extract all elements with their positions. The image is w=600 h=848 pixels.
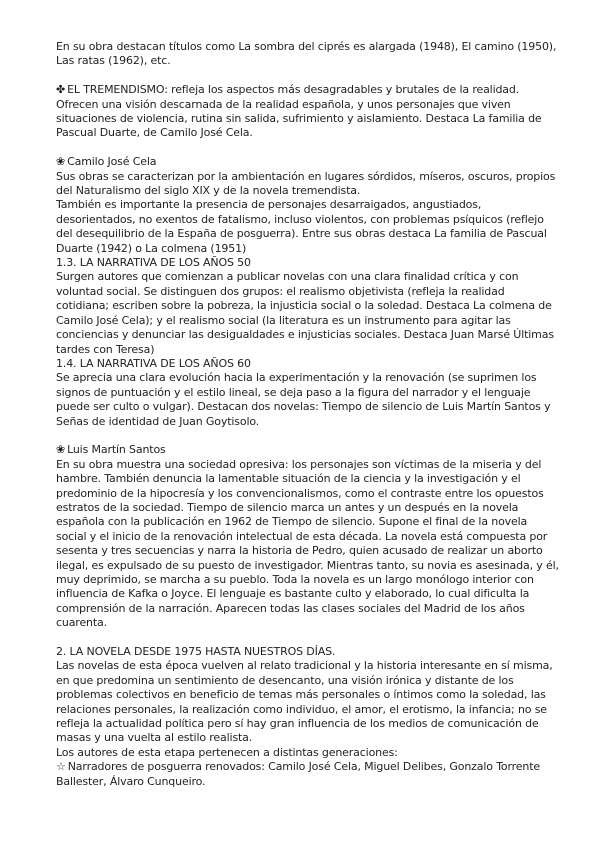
intro-paragraph: En su obra destacan títulos como La sombra del ciprés es alargada (1948), El camino (1950), Las ratas (1962), etc.	[56, 40, 557, 68]
desde1975-list-item-text: Narradores de posguerra renovados: Camilo José Cela, Miguel Delibes, Gonzalo Torrente Ballester, Álvaro Cunqueiro.	[56, 760, 541, 788]
spacer	[56, 69, 560, 83]
four-point-star-icon: ✤	[56, 83, 66, 97]
desde1975-heading: 2. LA NOVELA DESDE 1975 HASTA NUESTROS DÍAS.	[56, 645, 336, 658]
spacer	[56, 631, 560, 645]
cela-heading	[56, 155, 560, 169]
flower-icon: ❀	[56, 443, 66, 457]
desde1975-list-item	[56, 760, 560, 789]
martin-santos-paragraph: En su obra muestra una sociedad opresiva: los personajes son víctimas de la miseria y del hambre. También denuncia la lamentable situación de la ciencia y la investigación y el predominio de la hipocresía y los convencionalismos, como el contraste entre los opuestos estratos de la sociedad. Tiempo de silencio marca un antes y un después en la novela española con la publicación en 1962 de Tiempo de silencio. Supone el final de la novela social y el inicio de la renovación intelectual de esta década. La novela está compuesta por sesenta y tres secuencias y narra la historia de Pedro, quien acusado de realizar un aborto ilegal, es expulsado de su puesto de investigador. Mientras tanto, su novia es asesinada, y él, muy deprimido, se marcha a su pueblo. Toda la novela es un largo monólogo interior con influencia de Kafka o Joyce. El lenguaje es bastante culto y elaborado, lo cual dificulta la comprensión de la narración. Aparecen todas las clases sociales del Madrid de los años cuarenta.	[56, 457, 559, 630]
desde1975-paragraph-1: Las novelas de esta época vuelven al relato tradicional y la historia interesante en sí misma, en que predomina un sentimiento de desencanto, una visión irónica y distante de los problemas colectivos en beneficio de temas más personales o íntimos como la soledad, las relaciones personales, la realización como individuo, el amor, el erotismo, la infancia; no se refleja la actualidad política pero sí hay gran influencia de los medios de comunicación de masas y una vuelta al estilo realista.	[56, 659, 553, 745]
martin-santos-heading-text: Luis Martín Santos	[67, 443, 166, 457]
cela-paragraph-2: También es importante la presencia de personajes desarraigados, angustiados, desorientados, no exentos de fatalismo, incluso violentos, con problemas psíquicos (reflejo del desequilibrio de la España de posguerra). Entre sus obras destaca La familia de Pascual Duarte (1942) o La colmena (1951)	[56, 198, 547, 255]
anos60-paragraph: Se aprecia una clara evolución hacia la experimentación y la renovación (se suprimen los signos de puntuación y el estilo lineal, se deja paso a la figura del narrador y el lenguaje puede ser culto o vulgar). Destacan dos novelas: Tiempo de silencio de Luis Martín Santos y Señas de identidad de Juan Goytisolo.	[56, 371, 551, 428]
cela-paragraph-1: Sus obras se caracterizan por la ambientación en lugares sórdidos, míseros, oscuros, propios del Naturalismo del siglo XIX y de la novela tremendista.	[56, 169, 556, 198]
outline-star-icon: ☆	[56, 760, 66, 774]
desde1975-paragraph-2: Los autores de esta etapa pertenecen a distintas generaciones:	[56, 745, 398, 759]
spacer	[56, 141, 560, 155]
anos60-heading: 1.4. LA NARRATIVA DE LOS AÑOS 60	[56, 356, 251, 370]
spacer	[56, 429, 560, 443]
tremendismo-paragraph	[56, 83, 560, 141]
martin-santos-heading	[56, 443, 560, 457]
tremendismo-text: EL TREMENDISMO: refleja los aspectos más desagradables y brutales de la realidad. Ofrecen una visión descarnada de la realidad española, y unos personajes que viven situaciones de violencia, rutina sin salida, sufrimiento y aislamiento. Destaca La familia de Pascual Duarte, de Camilo José Cela.	[56, 83, 542, 140]
flower-icon: ❀	[56, 155, 66, 169]
document-page	[56, 40, 560, 789]
anos50-paragraph: Surgen autores que comienzan a publicar novelas con una clara finalidad crítica y con voluntad social. Se distinguen dos grupos: el realismo objetivista (refleja la realidad cotidiana; escriben sobre la pobreza, la injusticia social o la soledad. Destaca La colmena de Camilo José Cela); y el realismo social (la literatura es un instrumento para agitar las conciencias y denunciar las desigualdades e injusticias sociales. Destaca Juan Marsé Últimas tardes con Teresa)	[56, 270, 554, 356]
cela-heading-text: Camilo José Cela	[67, 155, 157, 169]
anos50-heading: 1.3. LA NARRATIVA DE LOS AÑOS 50	[56, 256, 251, 270]
